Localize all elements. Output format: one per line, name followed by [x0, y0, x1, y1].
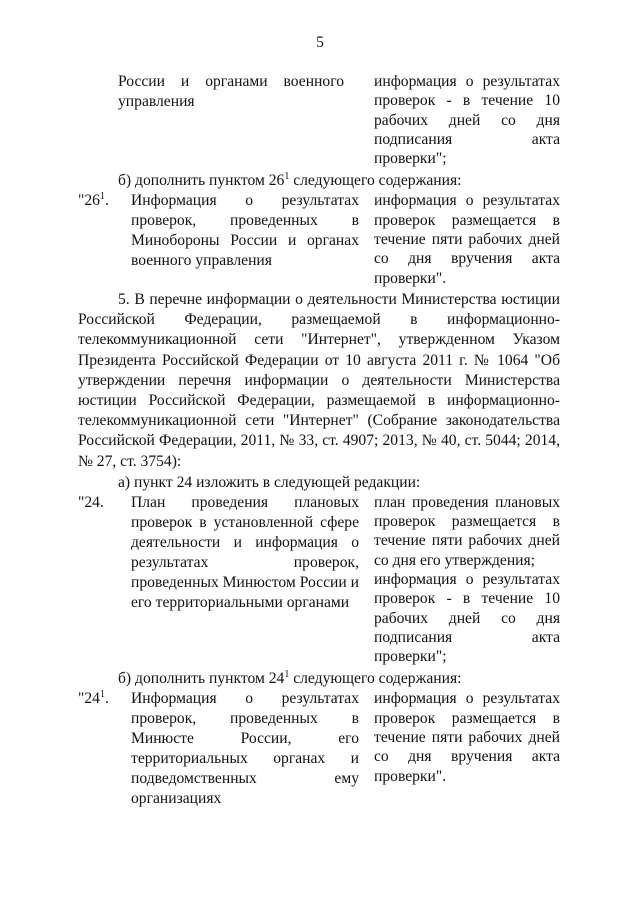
- page-number: 5: [316, 34, 324, 51]
- superscript: 1: [284, 669, 290, 681]
- instruction-text-end: следующего содержания:: [289, 670, 462, 688]
- row-left-text: План проведения плановых проверок в установленной сфере деятельности и информация о результатах проверок, проведенных Минюстом России и его территориальными органами: [131, 493, 359, 611]
- row-right-text: информация о результатах проверок - в течение 10 рабочих дней со дня подписания акта проверки";: [374, 73, 560, 168]
- row-right-text: информация о результатах проверок размещается в течение пяти рабочих дней со дня вручения акта проверки".: [374, 192, 560, 287]
- instruction-add-24-1: [78, 669, 560, 689]
- instruction-replace-24: а) пункт 24 изложить в следующей редакции:: [118, 473, 421, 491]
- row-right-cell: [374, 493, 560, 667]
- instruction-add-26-1: [78, 171, 560, 191]
- document-body: [78, 72, 560, 809]
- table-row-item-24: [78, 493, 560, 667]
- row-left-text: Информация о результатах проверок, проведенных в Минюсте России, его территориальных органах и подведомственных ему организациях: [131, 690, 359, 808]
- item-number: [78, 689, 116, 809]
- item-number-end: .: [104, 192, 109, 210]
- table-row-item-26-1: [78, 191, 560, 287]
- item-number: [78, 191, 116, 287]
- item-number-main: "24: [78, 690, 100, 708]
- item-number-sup: 1: [99, 191, 105, 203]
- superscript: 1: [284, 171, 290, 183]
- item-number: "24.: [78, 493, 104, 511]
- instruction-text-end: следующего содержания:: [289, 172, 462, 190]
- item-number-end: .: [104, 690, 109, 708]
- table-row-continuation: [78, 72, 560, 168]
- row-right-text-2: информация о результатах проверок - в течение 10 рабочих дней со дня подписания акта проверки";: [374, 570, 560, 666]
- item-number-sup: 1: [99, 689, 105, 701]
- row-left-text: России и органами военного управления: [118, 73, 344, 110]
- instruction-text: б) дополнить пунктом 26: [118, 172, 285, 190]
- row-right-text-1: план проведения плановых проверок размещается в течение пяти рабочих дней со дня его утверждения;: [374, 493, 560, 569]
- row-right-text: информация о результатах проверок размещается в течение пяти рабочих дней со дня вручения акта проверки".: [374, 690, 560, 785]
- row-left-text: Информация о результатах проверок, проведенных в Минобороны России и органах военного управления: [131, 192, 359, 270]
- table-row-item-24-1: [78, 689, 560, 809]
- paragraph-5: 5. В перечне информации о деятельности Министерства юстиции Российской Федерации, размещаемой в информационно-телекоммуникационной сети "Интернет", утвержденном Указом Президента Российской Федерации от 10 августа 2011 г. № 1064 "Об утверждении перечня информации о деятельности Министерства юстиции Российской Федерации, размещаемой в информационно-телекоммуникационной сети "Интернет" (Собрание законодательства Российской Федерации, 2011, № 33, ст. 4907; 2013, № 40, ст. 5044; 2014, № 27, ст. 3754):: [78, 290, 560, 470]
- item-number-main: "26: [78, 192, 100, 210]
- instruction-text: б) дополнить пунктом 24: [118, 670, 285, 688]
